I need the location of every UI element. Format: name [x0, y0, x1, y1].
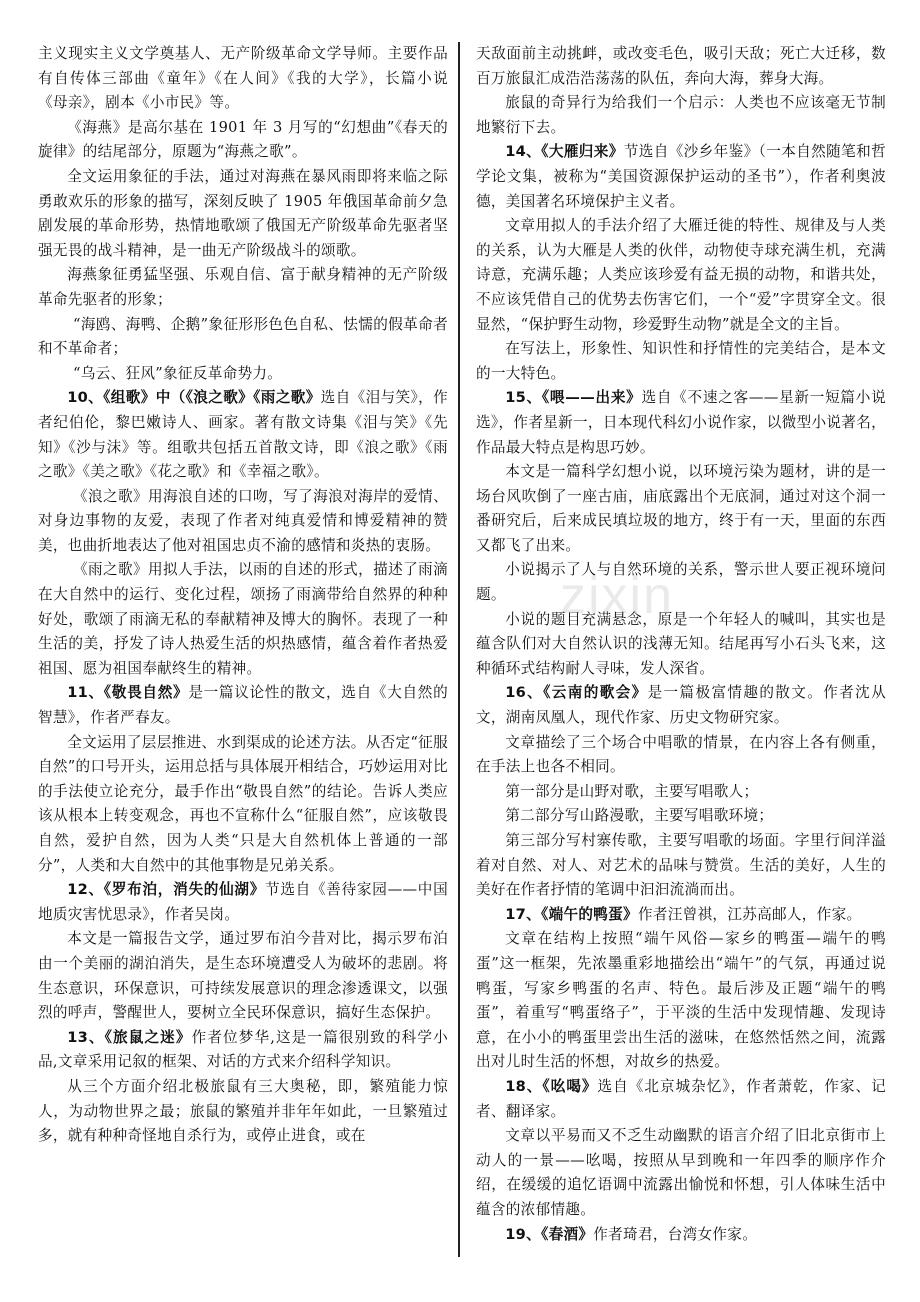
body-paragraph: 海燕象征勇猛坚强、乐观自信、富于献身精神的无产阶级革命先驱者的形象；: [38, 266, 448, 308]
section-heading-paragraph: [38, 681, 448, 730]
body-paragraph: 《雨之歌》用拟人手法，以雨的自述的形式，描述了雨滴在大自然中的运行、变化过程，颂扬了雨滴带给自然界的种种好处，歌颂了雨滴无私的奉献精神及博大的胸怀。表现了一种生活的美，抒发了诗人热爱生活的炽热感情，蕴含着作者热爱祖国、愿为祖国奉献终生的精神。: [38, 561, 448, 677]
section-title: 12、《罗布泊，消失的仙湖》: [67, 881, 266, 899]
section-title: 11、《敬畏自然》: [67, 684, 189, 702]
section-title: 16、《云南的歌会》: [505, 684, 648, 702]
body-paragraph: 从三个方面介绍北极旅鼠有三大奥秘，即，繁殖能力惊人，为动物世界之最；旅鼠的繁殖并非年年如此，一旦繁殖过多，就有种种奇怪地自杀行为，或停止进食，或在: [38, 1077, 448, 1145]
body-paragraph: 第一部分是山野对歌，主要写唱歌人；: [505, 782, 759, 800]
body-paragraph: 《浪之歌》用海浪自述的口吻，写了海浪对海岸的爱情、对身边事物的友爱，表现了作者对纯真爱情和博爱精神的赞美，也曲折地表达了他对祖国忠贞不渝的感情和炎热的衷肠。: [38, 487, 448, 554]
body-paragraph: 文章在结构上按照“端午风俗—家乡的鸭蛋—端午的鸭蛋”这一框架，先浓墨重彩地描绘出“端午”的气氛，再通过说鸭蛋，写家乡鸭蛋的名声、特色。最后涉及正题“端午的鸭蛋”，着重写“鸭蛋络子”，于平淡的生活中发现情趣、发现诗意，在小小的鸭蛋里尝出生活的滋味，在悠然恬然之间，流露出对儿时生活的怀想，对故乡的热爱。: [476, 930, 886, 1071]
body-paragraph: 主义现实主义文学奠基人、无产阶级革命文学导师。主要作品有自传体三部曲《童年》《在人间》《我的大学》，长篇小说《母亲》，剧本《小市民》等。: [38, 45, 448, 112]
section-intro: 选自《不速之客——星新一短篇小说选》，作者星新一，日本现代科幻小说作家，以微型小说著名，作品最大特点是构思巧妙。: [476, 389, 886, 456]
left-column: [38, 42, 448, 1149]
body-paragraph: 《海燕》是高尔基在 1901 年 3 月写的“幻想曲”《春天的旋律》的结尾部分，原题为“海燕之歌”。: [38, 118, 448, 161]
body-paragraph: 小说的题目充满悬念，原是一个年轻人的喊叫，其实也是蕴含队们对大自然认识的浅薄无知。结尾再写小石头飞来，这种循环式结构耐人寻味，发人深省。: [476, 610, 886, 677]
section-heading-paragraph: [476, 1223, 886, 1248]
section-heading-paragraph: [38, 386, 448, 484]
section-heading-paragraph: [476, 140, 886, 214]
watermark-zixin: zixin: [560, 567, 675, 625]
section-heading-paragraph: [38, 878, 448, 927]
body-paragraph: 小说揭示了人与自然环境的关系，警示世人要正视环境问题。: [476, 561, 886, 604]
section-title: 10、《组歌》中（《浪之歌》《雨之歌》: [67, 389, 321, 407]
section-intro: 节选自《善待家园——中国地质灾害忧思录》，作者吴岗。: [38, 881, 448, 923]
column-divider: [458, 42, 460, 1257]
body-paragraph: 旅鼠的奇异行为给我们一个启示：人类也不应该毫无节制地繁衍下去。: [476, 94, 886, 136]
body-paragraph: “海鸥、海鸭、企鹅”象征形形色色自私、怯懦的假革命者和不革命者；: [38, 315, 448, 358]
section-intro: 是一篇极富情趣的散文。作者沈从文，湖南凤凰人，现代作家、历史文物研究家。: [476, 684, 886, 727]
body-paragraph: 天敌面前主动挑衅，或改变毛色，吸引天敌；死亡大迁移，数百万旅鼠汇成浩浩荡荡的队伍，奔向大海，葬身大海。: [476, 45, 886, 87]
section-title: 15、《喂——出来》: [505, 389, 642, 407]
section-intro: 作者汪曾祺，江苏高邮人，作家。: [637, 905, 862, 923]
section-heading-paragraph: [476, 681, 886, 730]
section-title: 18、《吆喝》: [505, 1077, 598, 1095]
body-paragraph: 全文运用了层层推进、水到渠成的论述方法。从否定“征服自然”的口号开头，运用总括与具体展开相结合，巧妙运用对比的手法使立论充分，最手作出“敬畏自然”的结论。告诉人类应该从根本上转变观念，再也不宣称什么“征服自然”，应该敬畏自然，爱护自然，因为人类“只是大自然机体上普通的一部分”，人类和大自然中的其他事物是兄弟关系。: [38, 733, 448, 874]
section-heading-paragraph: [38, 1026, 448, 1075]
section-title: 13、《旅鼠之迷》: [67, 1028, 192, 1046]
body-paragraph: 本文是一篇报告文学，通过罗布泊今昔对比，揭示罗布泊由一个美丽的湖泊消失，是生态环境遭受人为破坏的悲剧。将生态意识，环保意识，可持续发展意识的理念渗透课文，以强烈的呼声，警醒世人，要树立全民环保意识，搞好生态保护。: [38, 930, 448, 1022]
section-title: 19、《春酒》: [505, 1225, 594, 1243]
section-intro: 选自《北京城杂忆》，作者萧乾，作家、记者、翻译家。: [476, 1077, 886, 1120]
section-intro: 节选自《沙乡年鉴》（一本自然随笔和哲学论文集，被称为“美国资源保护运动的圣书”），作者利奥波德，美国著名环境保护主义者。: [476, 143, 886, 210]
section-intro: 选自《泪与笑》，作者纪伯伦，黎巴嫩诗人、画家。著有散文诗集《泪与笑》《先知》《沙与沫》等。组歌共包括五首散文诗，即《浪之歌》《雨之歌》《美之歌》《花之歌》和《幸福之歌》。: [38, 389, 448, 481]
body-paragraph: 文章以平易而又不乏生动幽默的语言介绍了旧北京街市上动人的一景——吆喝，按照从早到晚和一年四季的顺序作介绍，在缓缓的追忆语调中流露出愉悦和怀想，引人体味生活中蕴含的浓郁情趣。: [476, 1127, 886, 1218]
body-paragraph: 第三部分写村寨传歌，主要写唱歌的场面。字里行间洋溢着对自然、对人、对艺术的品味与赞赏。生活的美好，人生的美好在作者抒情的笔调中汩汩流淌而出。: [476, 832, 886, 899]
section-heading-paragraph: [476, 386, 886, 460]
body-paragraph: “乌云、狂风”象征反革命势力。: [73, 364, 283, 382]
section-intro: 是一篇议论性的散文，选自《大自然的智慧》，作者严春友。: [38, 684, 448, 727]
body-paragraph: 全文运用象征的手法，通过对海燕在暴风雨即将来临之际勇敢欢乐的形象的描写，深刻反映了 1905 年俄国革命前夕急剧发展的革命形势，热情地歌颂了俄国无产阶级革命先驱者坚强无畏的战斗精神，是一曲无产阶级战斗的颂歌。: [38, 167, 448, 259]
body-paragraph: 第二部分写山路漫歌，主要写唱歌环境；: [505, 807, 774, 825]
body-paragraph: 本文是一篇科学幻想小说，以环境污染为题材，讲的是一场台风吹倒了一座古庙，庙底露出个无底洞，通过对这个洞一番研究后，后来成民填垃圾的地方，终于有一天，里面的东西又都飞了出来。: [476, 463, 886, 554]
section-title: 14、《大雁归来》: [505, 143, 624, 161]
body-paragraph: 文章用拟人的手法介绍了大雁迁徙的特性、规律及与人类的关系，认为大雁是人类的伙伴，动物使寺球充满生机，充满诗意，充满乐趣；人类应该珍爱有益无损的动物，和谐共处，不应该凭借自己的优势去伤害它们，一个“爱”字贯穿全文。很显然，“保护野生动物，珍爱野生动物”就是全文的主旨。: [476, 217, 886, 333]
body-paragraph: 文章描绘了三个场合中唱歌的情景，在内容上各有侧重，在手法上也各不相同。: [476, 733, 886, 776]
section-heading-paragraph: [476, 1075, 886, 1124]
right-column: [476, 42, 886, 1247]
section-intro: 作者琦君，台湾女作家。: [593, 1225, 758, 1243]
body-paragraph: 在写法上，形象性、知识性和抒情性的完美结合，是本文的一大特色。: [476, 340, 886, 382]
section-heading-paragraph: [476, 903, 886, 928]
section-intro: 作者位梦华,这是一篇很别致的科学小品,文章采用记叙的框架、对话的方式来介绍科学知识。: [38, 1028, 448, 1071]
section-title: 17、《端午的鸭蛋》: [505, 905, 638, 923]
